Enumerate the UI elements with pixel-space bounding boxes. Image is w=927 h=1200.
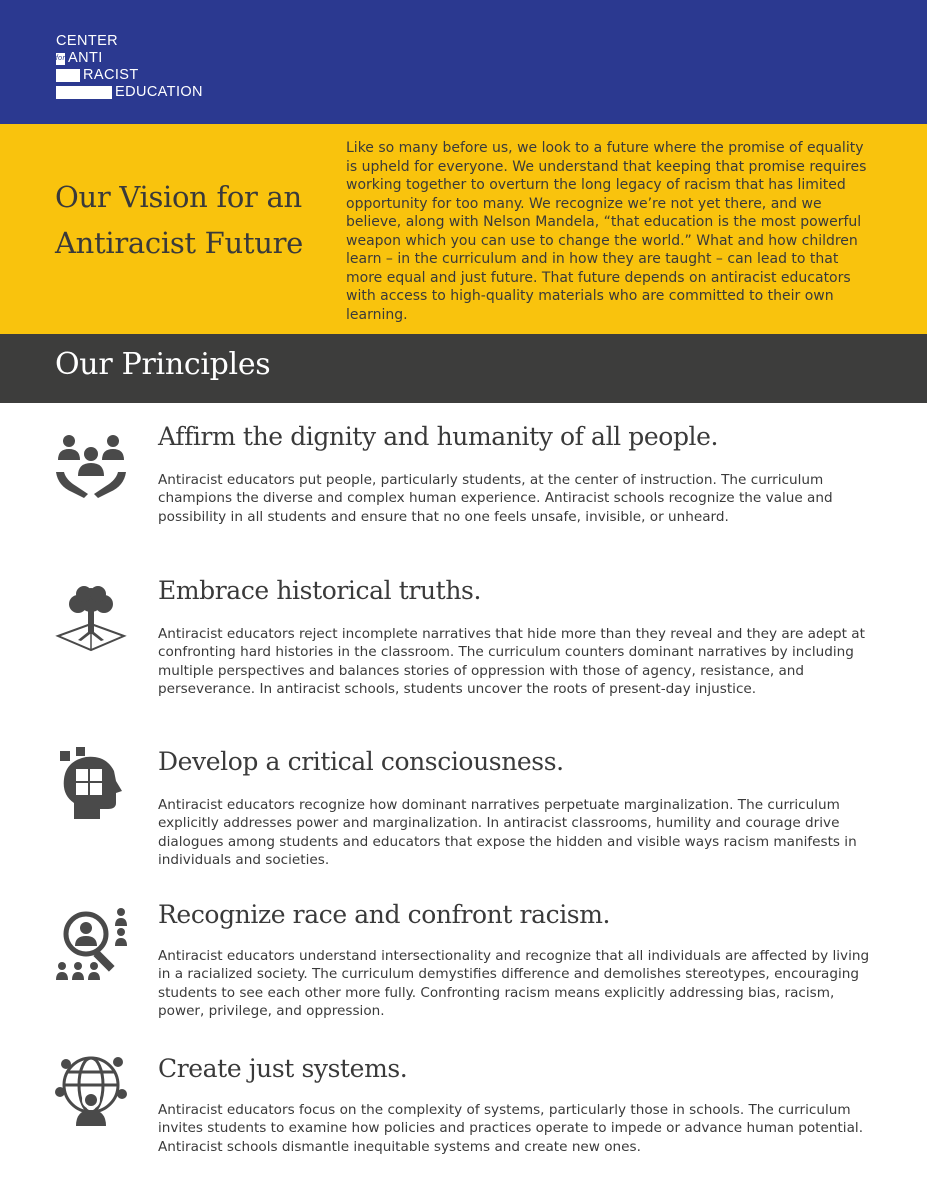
principle-text: Antiracist educators reject incomplete narratives that hide more than they reveal and they are adept at confronting hard histories in the classroom. The curriculum counters dominant narratives by including multiple perspectives and balances stories of oppression with those of agency, resistance, and perseverance. In antiracist schools, students uncover the roots of present-day injustice. [158, 626, 865, 697]
header-band [0, 0, 927, 124]
principles-title: Our Principles [55, 347, 271, 382]
principle-heading: Create just systems. [158, 1054, 408, 1083]
vision-title-line: Antiracist Future [55, 226, 304, 260]
globe-network-icon [54, 1052, 128, 1126]
logo-line-center: CENTER [56, 33, 119, 49]
vision-section [0, 124, 927, 334]
principle-text: Antiracist educators understand intersectionality and recognize that all individuals are affected by living in a racialized society. The curriculum demystifies difference and demolishes stereotypes, encouraging students to see each other more fully. Confronting racism means explicitly addressing bias, racism, power, privilege, and oppression. [158, 948, 870, 1019]
principle-text: Antiracist educators focus on the complexity of systems, particularly those in schools. The curriculum invites students to examine how policies and practices operate to impede or advance human potential. Antiracist schools dismantle inequitable systems and create new ones. [158, 1102, 864, 1155]
logo-line-education: EDUCATION [115, 84, 203, 100]
puzzle-head-icon [54, 747, 128, 821]
logo-line-anti: ANTI [68, 50, 103, 66]
principles-header [0, 334, 927, 403]
tree-on-book-icon [54, 582, 128, 656]
principle-heading: Develop a critical consciousness. [158, 747, 564, 776]
logo-line-racist: RACIST [83, 67, 139, 83]
vision-title [55, 174, 330, 266]
principle-text: Antiracist educators put people, particularly students, at the center of instruction. The curriculum champions the diverse and complex human experience. Antiracist schools recognize the value and possibility in all students and ensure that no one feels unsafe, invisible, or unheard. [158, 472, 833, 525]
principle-heading: Recognize race and confront racism. [158, 900, 611, 929]
principle-heading: Embrace historical truths. [158, 576, 481, 605]
logo-for-box: for [56, 53, 65, 65]
logo-bar [56, 69, 80, 82]
people-in-hands-icon [54, 428, 128, 502]
vision-title-line: Our Vision for an [55, 180, 302, 214]
principle-heading: Affirm the dignity and humanity of all people. [158, 422, 719, 451]
vision-paragraph: Like so many before us, we look to a future where the promise of equality is upheld for everyone. We understand that keeping that promise requires working together to overturn the long legacy of racism that has limited opportunity for too many. We recognize we’re not yet there, and we believe, along with Nelson Mandela, “that education is the most powerful weapon which you can use to change the world.” What and how children learn – in the curriculum and in how they are taught – can lead to that more equal and just future. That future depends on antiracist educators with access to high-quality materials who are committed to their own learning. [346, 140, 867, 323]
principle-text: Antiracist educators recognize how dominant narratives perpetuate marginalization. The curriculum explicitly addresses power and marginalization. In antiracist classrooms, humility and courage drive dialogues among students and educators that expose the hidden and visible ways racism manifests in individuals and societies. [158, 797, 857, 868]
magnifier-people-icon [54, 906, 128, 980]
org-logo [56, 33, 203, 101]
logo-bar [56, 86, 112, 99]
